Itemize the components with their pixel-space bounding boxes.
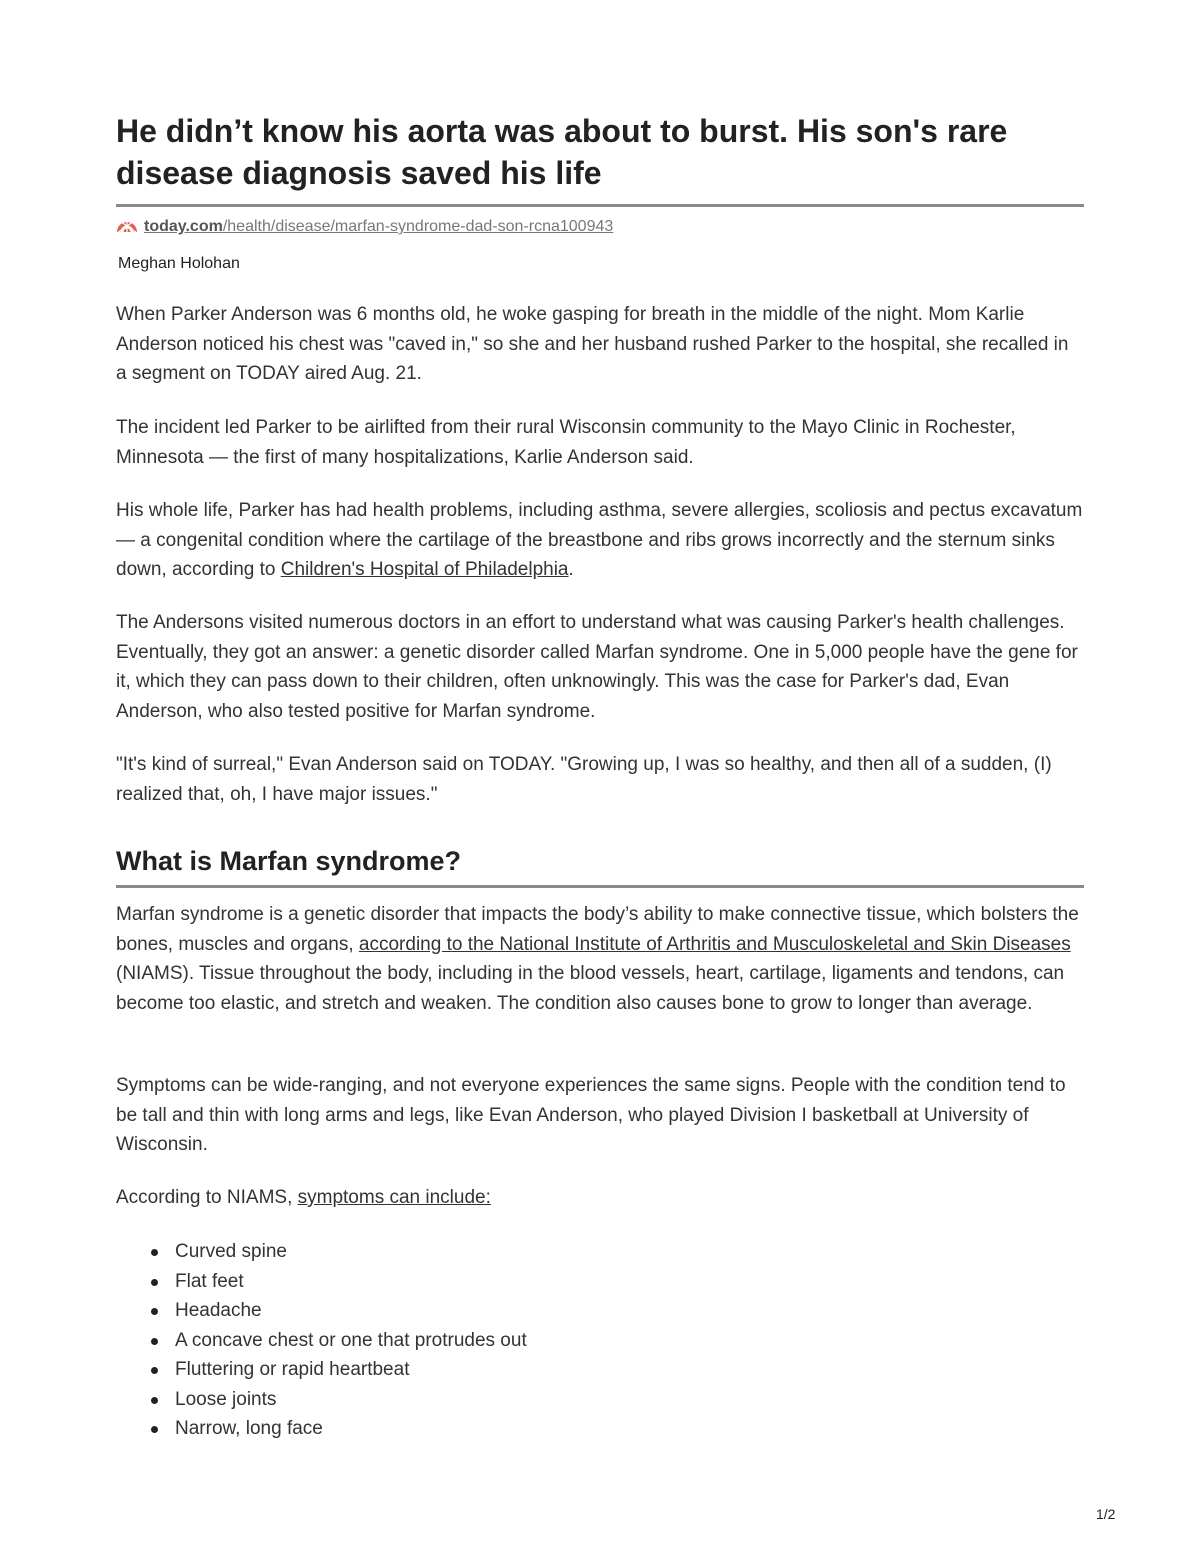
list-item-text: Curved spine: [175, 1241, 287, 1262]
bullet-icon: [151, 1249, 158, 1256]
list-item-text: Fluttering or rapid heartbeat: [175, 1359, 410, 1380]
source-line: [116, 216, 613, 238]
paragraph-2: The incident led Parker to be airlifted from their rural Wisconsin community to the Mayo Clinic in Rochester, Minnesota — the first of many hospitalizations, Karlie Anderson said.: [116, 417, 1016, 468]
paragraph-1: When Parker Anderson was 6 months old, he woke gasping for breath in the middle of the night. Mom Karlie Anderson noticed his chest was "caved in," so she and her husband rushed Parker to the hospital, she recalled in a segment on TODAY aired Aug. 21.: [116, 304, 1069, 384]
paragraph-6-end: (NIAMS). Tissue throughout the body, including in the blood vessels, heart, cartilage, ligaments and tendons, can become too elastic, and stretch and weaken. The condition also causes bone to grow to longer than average.: [116, 963, 1065, 1014]
article-title: He didn’t know his aorta was about to burst. His son's rare disease diagnosis saved his life: [116, 113, 1008, 191]
paragraph-3-end: .: [568, 559, 574, 580]
paragraph-6-text: Marfan syndrome is a genetic disorder that impacts the body’s ability to make connective tissue, which bolsters the bones, muscles and organs,: [116, 904, 1079, 955]
chop-link[interactable]: Children's Hospital of Philadelphia: [280, 559, 569, 580]
symptoms-link[interactable]: symptoms can include:: [297, 1187, 491, 1208]
list-item-text: A concave chest or one that protrudes out: [175, 1329, 527, 1351]
author-byline: Meghan Holohan: [118, 255, 240, 272]
list-item: [116, 1385, 527, 1415]
paragraph-4: The Andersons visited numerous doctors in an effort to understand what was causing Parker's health challenges. Eventually, they got an answer: a genetic disorder called Marfan syndrome. One in 5,000 people have the gene for it, which they can pass down to their children, often unknowingly. This was the case for Parker's dad, Evan Anderson, who also tested positive for Marfan syndrome.: [116, 612, 1078, 722]
paragraph-3-text: His whole life, Parker has had health problems, including asthma, severe allergies, scoliosis and pectus excavatum — a congenital condition where the cartilage of the breastbone and ribs grows incorrectly and the sternum sinks down, according to: [116, 500, 1083, 580]
symptoms-list: [116, 1237, 527, 1444]
bullet-icon: [151, 1279, 158, 1286]
list-item-text: Headache: [175, 1300, 262, 1321]
bullet-icon: [151, 1426, 158, 1433]
paragraph-3: [116, 496, 1084, 585]
title-divider: [116, 204, 1084, 207]
bullet-icon: [151, 1367, 158, 1374]
list-item: [116, 1237, 527, 1267]
bullet-icon: [151, 1308, 158, 1315]
list-item: [116, 1296, 527, 1326]
paragraph-7: Symptoms can be wide-ranging, and not everyone experiences the same signs. People with the condition tend to be tall and thin with long arms and legs, like Evan Anderson, who played Division I basketball at University of Wisconsin.: [116, 1075, 1066, 1155]
source-path: /health/disease/marfan-syndrome-dad-son-rcna100943: [222, 218, 614, 235]
list-item: [116, 1326, 527, 1356]
paragraph-6: [116, 900, 1084, 1018]
paragraph-8-text: According to NIAMS,: [116, 1187, 298, 1208]
bullet-icon: [151, 1397, 158, 1404]
paragraph-8: [116, 1183, 1084, 1213]
list-item: [116, 1267, 527, 1297]
bullet-icon: [151, 1338, 158, 1345]
list-item: [116, 1355, 527, 1385]
page-number: 1/2: [1096, 1506, 1116, 1522]
list-item-text: Flat feet: [175, 1270, 244, 1292]
niams-link[interactable]: according to the National Institute of Arthritis and Musculoskeletal and Skin Diseases: [358, 933, 1071, 955]
source-domain: today.com: [144, 218, 223, 235]
source-url-link[interactable]: [144, 218, 613, 235]
section-divider: [116, 885, 1084, 888]
list-item: [116, 1414, 527, 1444]
list-item-text: Narrow, long face: [175, 1418, 323, 1439]
today-sunrise-icon: [116, 217, 138, 229]
paragraph-5-quote: "It's kind of surreal," Evan Anderson said on TODAY. "Growing up, I was so healthy, and then all of a sudden, (I) realized that, oh, I have major issues.": [116, 754, 1052, 805]
list-item-text: Loose joints: [175, 1388, 277, 1410]
section-heading: What is Marfan syndrome?: [116, 846, 462, 876]
